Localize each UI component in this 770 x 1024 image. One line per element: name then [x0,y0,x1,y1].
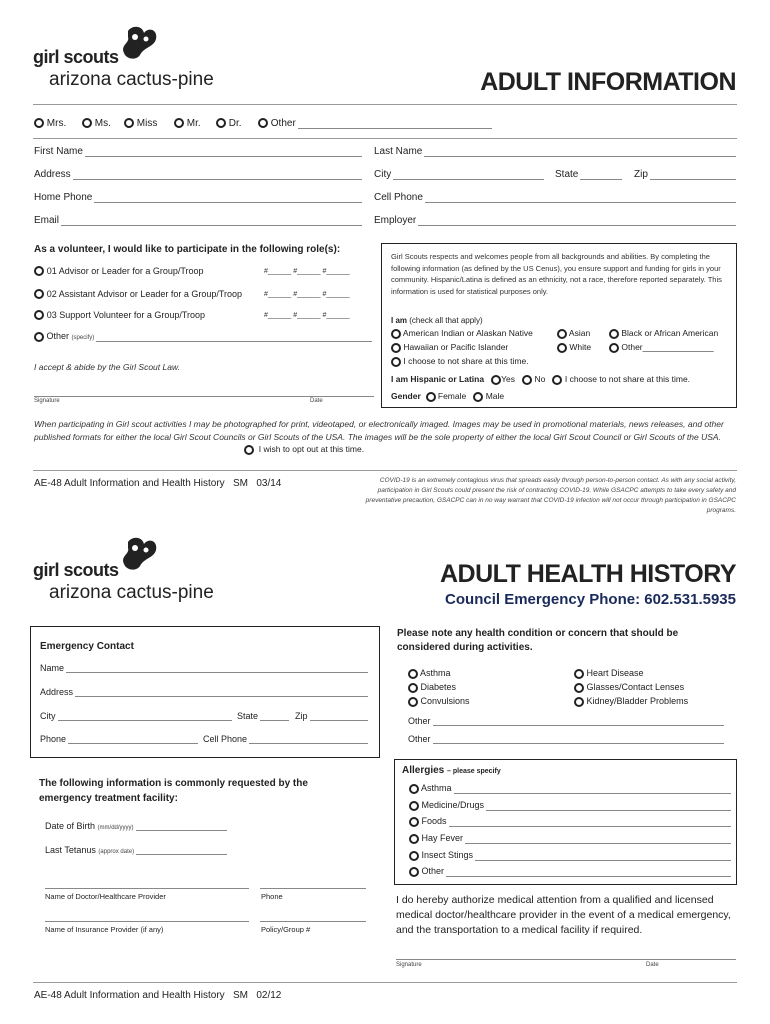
trefoil-logo-icon [118,25,160,61]
radio-icon [174,118,184,128]
footer-form2: AE-48 Adult Information and Health History SM 02/12 [34,990,282,1001]
ec-phone-field[interactable]: Phone [40,734,198,744]
condition-glasses[interactable]: Glasses/Contact Lenses [574,682,684,693]
radio-icon [391,357,401,367]
radio-icon [409,817,419,827]
radio-icon [409,851,419,861]
radio-icon [34,289,44,299]
radio-icon [408,669,418,679]
accept-law-text: I accept & abide by the Girl Scout Law. [34,362,180,372]
condition-heart-disease[interactable]: Heart Disease [574,668,644,679]
signature-line[interactable] [34,388,374,397]
logo-word-council: arizona cactus-pine [49,69,214,90]
race-white[interactable]: White [557,342,591,353]
condition-convulsions[interactable]: Convulsions [408,696,470,707]
tetanus-field[interactable]: Last Tetanus (approx date) [45,845,227,855]
radio-icon [522,375,532,385]
gender-female[interactable]: Female [426,391,467,401]
emergency-contact-box [30,626,380,758]
radio-icon [124,118,134,128]
demographics-box [381,243,737,408]
home-phone-field[interactable]: Home Phone [34,192,362,203]
policy-line[interactable] [260,913,366,922]
allergies-heading: Allergies – please specify [402,765,501,776]
allergy-other[interactable]: Other [409,866,731,877]
ec-cell-phone-field[interactable]: Cell Phone [203,734,368,744]
email-field[interactable]: Email [34,215,362,226]
allergies-box [394,759,737,885]
hispanic-no-share[interactable]: I choose to not share at this time. [552,374,690,384]
allergy-hay-fever[interactable]: Hay Fever [409,833,731,844]
insurance-label: Name of Insurance Provider (if any) [45,925,164,934]
salutation-other[interactable]: Other [258,118,492,129]
covid-disclaimer: COVID-19 is an extremely contagious virus that spreads easily through person-to-person contact. As with any social activity, participation in Girl Scouts could present the risk of contracting COVID-19. While GSACPC attempts to take every safety and preventative precaution, GSACPC can in no way warrant that COVID-19 infection will not occur through participation in GSACPC programs. [365,477,736,514]
race-black[interactable]: Black or African American [609,328,718,339]
radio-icon [216,118,226,128]
radio-icon [409,867,419,877]
address-field[interactable]: Address [34,169,362,180]
salutation-miss[interactable]: Miss [124,118,157,129]
footer-form1: AE-48 Adult Information and Health History SM 03/14 [34,478,282,489]
authorization-date-label: Date [646,962,659,968]
hash-field[interactable]: #______ #______ #______ [264,268,350,275]
radio-icon [34,118,44,128]
salutation-mr[interactable]: Mr. [174,118,201,129]
role-row-02[interactable]: 02 Assistant Advisor or Leader for a Group/Troop #______ #______ #______ [34,289,374,300]
radio-icon [426,392,436,402]
roles-heading: As a volunteer, I would like to participate in the following role(s): [34,244,341,255]
allergy-insect-stings[interactable]: Insect Stings [409,850,731,861]
allergy-foods[interactable]: Foods [409,816,731,827]
allergy-asthma[interactable]: Asthma [409,783,731,794]
radio-icon [408,683,418,693]
condition-other-1[interactable]: Other [408,716,724,726]
radio-icon [391,343,401,353]
logo-word-council: arizona cactus-pine [49,582,214,603]
radio-icon [609,343,619,353]
council-emergency-phone: Council Emergency Phone: 602.531.5935 [445,591,736,608]
city-field[interactable]: City [374,169,544,180]
hispanic-no[interactable]: No [522,374,545,384]
ec-name-field[interactable]: Name [40,663,368,673]
ec-city-field[interactable]: City [40,711,232,721]
last-name-field[interactable]: Last Name [374,146,736,157]
date-label: Date [310,398,323,404]
radio-icon [473,392,483,402]
radio-icon [574,697,584,707]
radio-icon [258,118,268,128]
i-am-heading: I am (check all that apply) [391,316,483,325]
condition-heading: Please note any health condition or concern that should be considered during activities. [397,628,679,653]
radio-icon [574,669,584,679]
authorization-signature-line[interactable] [396,951,736,960]
race-other[interactable]: Other_______________ [609,342,714,353]
authorization-signature-label: Signature [396,962,422,968]
page-title-adult-information: ADULT INFORMATION [480,68,736,96]
role-row-03[interactable]: 03 Support Volunteer for a Group/Troop #______ #______ #______ [34,310,374,321]
radio-icon [244,445,254,455]
radio-icon [391,329,401,339]
authorization-text: I do hereby authorize medical attention from a qualified and licensed medical doctor/healthcare provider in the event of a medical emergency, and the transportation to a medical facility if required. [396,894,731,936]
state-field[interactable]: State [555,169,622,180]
radio-icon [557,329,567,339]
radio-icon [557,343,567,353]
ec-zip-field[interactable]: Zip [295,711,368,721]
race-hawaiian[interactable]: Hawaiian or Pacific Islander [391,342,508,353]
condition-asthma[interactable]: Asthma [408,668,451,679]
zip-field[interactable]: Zip [634,169,736,180]
role-other[interactable]: Other (specify) [34,331,372,342]
logo-word-girlscouts: girl scouts [33,47,119,67]
condition-kidney[interactable]: Kidney/Bladder Problems [574,696,688,707]
radio-icon [408,697,418,707]
photo-release-text: When participating in Girl scout activities I may be photographed for print, videotaped, or electronically imaged. Images may be used in promotional materials, news releases, and other published formats for either the local Girl Scout Councils or Girl Scouts of the USA. The images will be the sole property of either the local Girl Scout Council or Girl Scouts of the USA. [34,419,724,442]
doctor-phone-label: Phone [261,892,283,901]
hispanic-row: I am Hispanic or Latina Yes No I choose to not share at this time. [391,374,691,384]
role-row-01[interactable]: 01 Advisor or Leader for a Group/Troop #______ #______ #______ [34,266,374,277]
radio-icon [409,784,419,794]
radio-icon [491,375,501,385]
salutation-other-field[interactable] [298,119,492,129]
ec-state-field[interactable]: State [237,711,289,721]
trefoil-logo-icon [118,536,160,572]
salutation-mrs[interactable]: Mrs. [34,118,66,129]
radio-icon [574,683,584,693]
race-american-indian[interactable]: American Indian or Alaskan Native [391,328,533,339]
doctor-phone-line[interactable] [260,880,366,889]
radio-icon [409,834,419,844]
race-no-share[interactable]: I choose to not share at this time. [391,356,529,367]
policy-label: Policy/Group # [261,925,311,934]
demographics-text: Girl Scouts respects and welcomes people from all backgrounds and abilities. By completing the following information (as defined by the US Cenus), you ensure support and funding for girls in your community. Hispanic/Latina is defined as an ethnicity, not a race, therefore reported separately. This information is used for statistical purposes only. [391,252,722,296]
condition-other-2[interactable]: Other [408,734,724,744]
radio-icon [609,329,619,339]
hash-field[interactable]: #______ #______ #______ [264,291,350,298]
hispanic-yes[interactable]: Yes [491,374,515,384]
logo-bottom [33,536,233,606]
salutation-dr[interactable]: Dr. [216,118,242,129]
dob-field[interactable]: Date of Birth (mm/dd/yyyy) [45,821,227,831]
radio-icon [82,118,92,128]
treatment-heading: The following information is commonly requested by the emergency treatment facility: [39,778,308,804]
doctor-line[interactable] [45,880,249,889]
ec-address-field[interactable]: Address [40,687,368,697]
insurance-line[interactable] [45,913,249,922]
radio-icon [552,375,562,385]
logo-top [33,25,233,95]
doctor-label: Name of Doctor/Healthcare Provider [45,892,166,901]
gender-row: Gender Female Male [391,391,505,401]
race-asian[interactable]: Asian [557,328,590,339]
hash-field[interactable]: #______ #______ #______ [264,312,350,319]
page-title-health-history: ADULT HEALTH HISTORY [439,560,736,588]
allergy-medicine[interactable]: Medicine/Drugs [409,800,731,811]
condition-diabetes[interactable]: Diabetes [408,682,456,693]
opt-out-option[interactable]: I wish to opt out at this time. [244,444,364,455]
employer-field[interactable]: Employer [374,215,736,226]
gender-male[interactable]: Male [473,391,504,401]
cell-phone-field[interactable]: Cell Phone [374,192,736,203]
logo-word-girlscouts: girl scouts [33,560,119,580]
radio-icon [34,266,44,276]
salutation-ms[interactable]: Ms. [82,118,111,129]
emergency-contact-heading: Emergency Contact [40,641,134,652]
radio-icon [34,332,44,342]
first-name-field[interactable]: First Name [34,146,362,157]
radio-icon [34,310,44,320]
signature-label: Signature [34,398,60,404]
radio-icon [409,801,419,811]
